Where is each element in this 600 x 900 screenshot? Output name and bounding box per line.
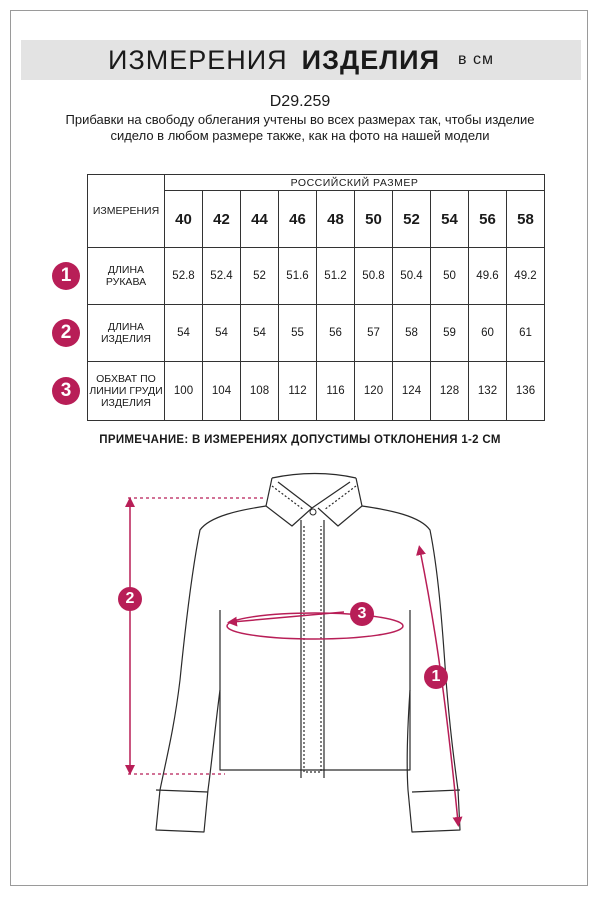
size-header: 50 [355, 191, 393, 248]
table-cell: 50.8 [355, 248, 393, 305]
table-row [88, 305, 545, 362]
table-cell: 50.4 [393, 248, 431, 305]
size-header: 54 [431, 191, 469, 248]
table-cell: 59 [431, 305, 469, 362]
table-cell: 49.2 [507, 248, 545, 305]
marker-chest: 3 [350, 602, 374, 626]
table-cell: 50 [431, 248, 469, 305]
table-cell: 54 [203, 305, 241, 362]
table-cell: 120 [355, 362, 393, 421]
size-header: 48 [317, 191, 355, 248]
size-table [87, 174, 545, 421]
size-group-header: РОССИЙСКИЙ РАЗМЕР [165, 175, 545, 191]
collar-button-icon [310, 509, 316, 515]
row-badge: 1 [52, 262, 80, 290]
table-cell: 51.2 [317, 248, 355, 305]
table-cell: 55 [279, 305, 317, 362]
table-cell: 124 [393, 362, 431, 421]
shirt-diagram [0, 460, 600, 860]
table-cell: 128 [431, 362, 469, 421]
row-badge: 3 [52, 377, 80, 405]
header-title-regular: ИЗМЕРЕНИЯ [108, 44, 288, 75]
shirt-outline-icon [156, 474, 460, 833]
size-header: 58 [507, 191, 545, 248]
size-header: 52 [393, 191, 431, 248]
table-cell: 49.6 [469, 248, 507, 305]
table-cell: 52 [241, 248, 279, 305]
table-cell: 52.4 [203, 248, 241, 305]
table-cell: 116 [317, 362, 355, 421]
table-row [88, 362, 545, 421]
table-cell: 54 [241, 305, 279, 362]
table-cell: 52.8 [165, 248, 203, 305]
table-cell: 58 [393, 305, 431, 362]
size-header: 42 [203, 191, 241, 248]
header-unit: в см [458, 51, 494, 68]
product-code: D29.259 [269, 93, 331, 110]
table-cell: 61 [507, 305, 545, 362]
measure-header: ИЗМЕРЕНИЯ [88, 175, 165, 248]
size-header: 44 [241, 191, 279, 248]
tolerance-note: ПРИМЕЧАНИЕ: В ИЗМЕРЕНИЯХ ДОПУСТИМЫ ОТКЛОНЕНИЯ 1-2 СМ [99, 434, 501, 446]
marker-sleeve: 1 [424, 665, 448, 689]
row-label-garment-length: ДЛИНА ИЗДЕЛИЯ [88, 305, 165, 362]
row-label-chest-girth: ОБХВАТ ПО ЛИНИИ ГРУДИ ИЗДЕЛИЯ [88, 362, 165, 421]
size-header: 40 [165, 191, 203, 248]
row-badge: 2 [52, 319, 80, 347]
table-cell: 132 [469, 362, 507, 421]
table-cell: 60 [469, 305, 507, 362]
chest-girth-ellipse [227, 613, 403, 639]
header-bar [21, 40, 581, 80]
table-cell: 100 [165, 362, 203, 421]
size-header: 56 [469, 191, 507, 248]
table-cell: 51.6 [279, 248, 317, 305]
size-header: 46 [279, 191, 317, 248]
table-cell: 136 [507, 362, 545, 421]
marker-length: 2 [118, 587, 142, 611]
table-row [88, 248, 545, 305]
table-cell: 57 [355, 305, 393, 362]
row-label-sleeve-length: ДЛИНА РУКАВА [88, 248, 165, 305]
table-cell: 108 [241, 362, 279, 421]
table-cell: 112 [279, 362, 317, 421]
table-cell: 56 [317, 305, 355, 362]
table-cell: 104 [203, 362, 241, 421]
header-title-bold: ИЗДЕЛИЯ [301, 44, 440, 75]
table-cell: 54 [165, 305, 203, 362]
fit-description: Прибавки на свободу облегания учтены во всех размерах так, чтобы изделие сидело в любом размере также, как на фото на нашей модели [65, 112, 535, 143]
